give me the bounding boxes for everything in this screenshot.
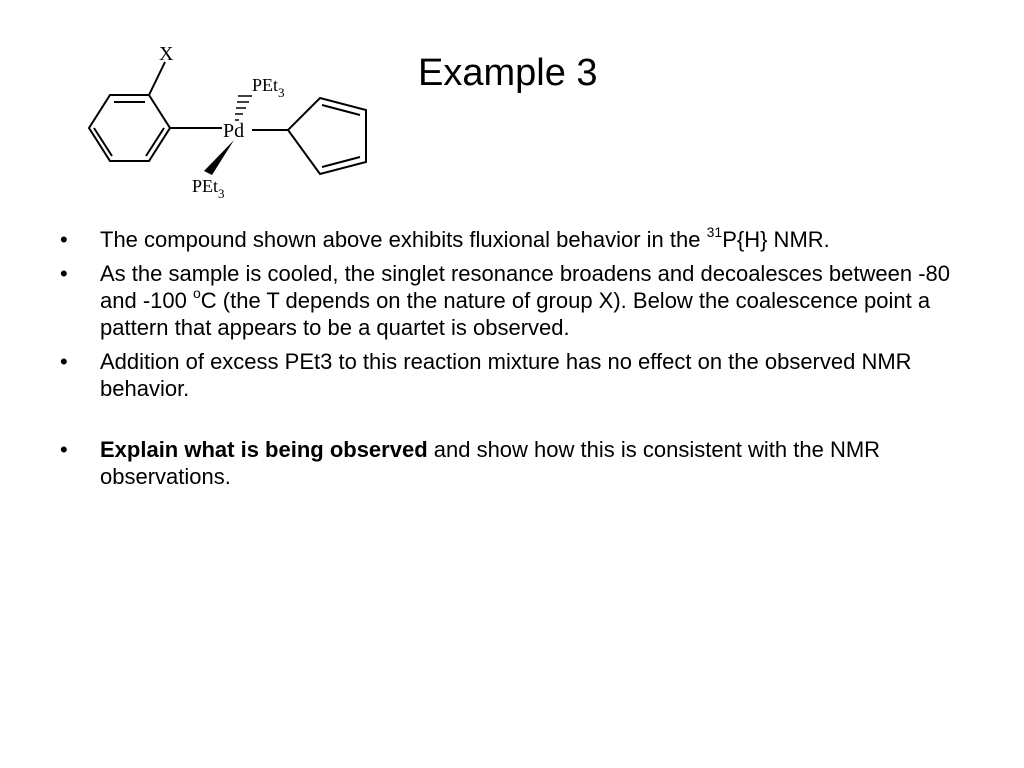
- x-bond: [149, 62, 165, 95]
- cyclopentadiene-ring: [288, 98, 366, 174]
- benzene-ring: [89, 95, 170, 161]
- bullet-cooling: • As the sample is cooled, the singlet resonance broadens and decoalesces between -80 and -100 $^o$C (the T depends on the nature of group X). Below the coalescence point a pattern that appears to be a quartet is observed.: [60, 260, 960, 341]
- bullet-fluxional: • The compound shown above exhibits fluxional behavior in the $^{31}$P{H} NMR.: [60, 226, 960, 253]
- chemical-structure: [62, 40, 392, 205]
- hashed-wedge: [235, 96, 252, 120]
- pet3-bottom-label: PEt$_3$: [192, 176, 225, 201]
- pd-label: Pd: [223, 120, 245, 142]
- bullet-list: [60, 223, 960, 497]
- bullet-excess-pet3: • Addition of excess PEt3 to this reaction mixture has no effect on the observed NMR behavior.: [60, 348, 960, 402]
- slide-title: Example 3: [418, 52, 598, 94]
- solid-wedge: [204, 140, 234, 175]
- x-label: X: [159, 43, 174, 65]
- pet3-top-label: PEt$_3$: [252, 75, 285, 100]
- bullet-explain: • Explain what is being observed and show how this is consistent with the NMR observations.: [60, 436, 960, 490]
